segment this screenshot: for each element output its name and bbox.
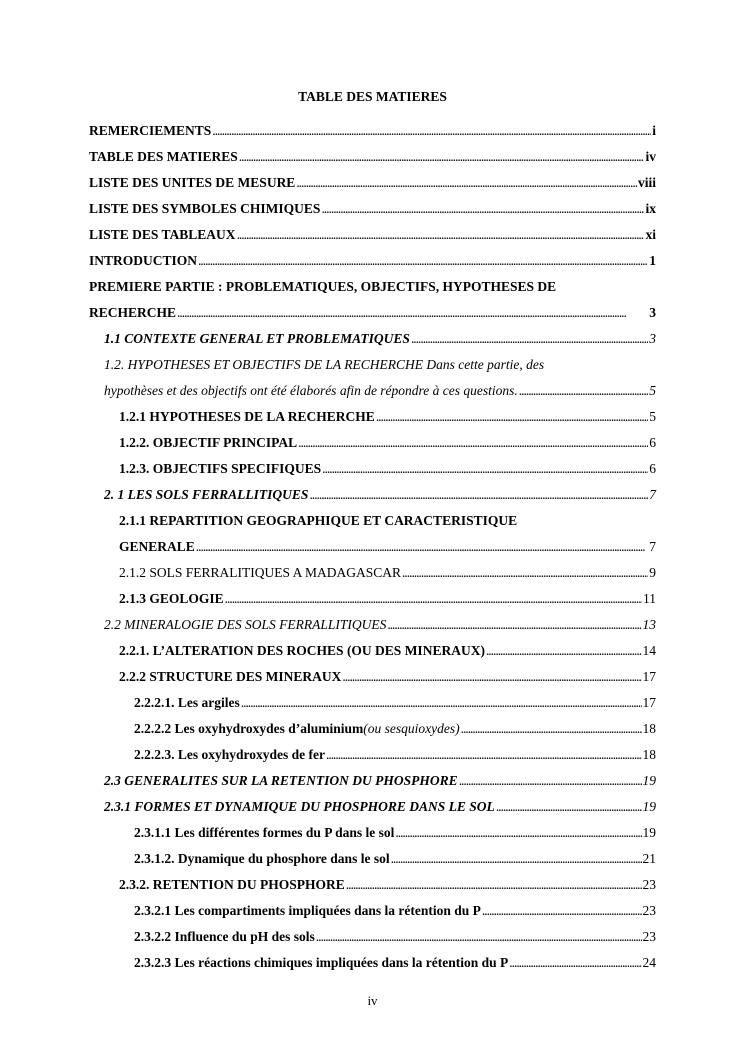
toc-entry-page: 18 (642, 747, 656, 762)
dot-leader (322, 460, 648, 478)
dot-leader (411, 330, 648, 348)
toc-entry-title: LISTE DES TABLEAUX (89, 227, 236, 242)
toc-entry-title: 2.2.2 STRUCTURE DES MINERAUX (119, 669, 342, 684)
dot-leader (309, 486, 648, 504)
toc-entry-title: 2.3.2.2 Influence du pH des sols (134, 929, 315, 944)
toc-entry-title-italic: (ou sesquioxydes) (363, 721, 460, 736)
toc-entry-title: 2.1.2 SOLS FERRALITIQUES A MADAGASCAR (119, 565, 402, 580)
toc-entry[interactable] (89, 920, 656, 946)
dot-leader (298, 434, 648, 452)
toc-entry-page: 17 (642, 669, 656, 684)
toc-entry[interactable] (89, 192, 656, 218)
toc-entry-title: 1.2.3. OBJECTIFS SPECIFIQUES (119, 461, 322, 476)
toc-entry-page: 6 (649, 461, 656, 476)
toc-entry-title: 2. 1 LES SOLS FERRALLITIQUES (104, 487, 309, 502)
page-number: iv (367, 993, 378, 1008)
toc-entry-line1[interactable] (89, 348, 656, 374)
toc-entry-page: ix (645, 201, 656, 216)
toc-entry-title: LISTE DES UNITES DE MESURE (89, 175, 296, 190)
dot-leader (402, 564, 648, 582)
toc-entry-page: 23 (642, 903, 656, 918)
dot-leader (496, 798, 642, 816)
toc-entry[interactable] (89, 374, 656, 400)
toc-entry[interactable] (89, 114, 656, 140)
toc-entry-title: 1.2.2. OBJECTIF PRINCIPAL (119, 435, 298, 450)
toc-entry-page: 24 (642, 955, 656, 970)
toc-entry-title: 2.3.2.3 Les réactions chimiques impliquées dans la rétention du P (134, 955, 509, 970)
toc-entry[interactable] (89, 426, 656, 452)
dot-leader (198, 252, 648, 270)
toc-entry-title: 2.1.1 REPARTITION GEOGRAPHIQUE ET CARACTERISTIQUE (119, 513, 518, 528)
toc-entry-title: 1.2.1 HYPOTHESES DE LA RECHERCHE (119, 409, 375, 424)
dot-leader (225, 590, 642, 608)
toc-entry-page: 13 (642, 617, 656, 632)
toc-entry-page: 17 (642, 695, 656, 710)
toc-entry-page: 14 (642, 643, 656, 658)
toc-entry[interactable] (89, 296, 656, 322)
toc-entry-title: 2.3.1.1 Les différentes formes du P dans le sol (134, 825, 395, 840)
dot-leader (237, 226, 645, 244)
toc-entry-title: 2.1.3 GEOLOGIE (119, 591, 224, 606)
toc-entry-title: 2.3.1.2. Dynamique du phosphore dans le sol (134, 851, 390, 866)
toc-entry-page: 5 (649, 409, 656, 424)
table-of-contents (89, 114, 656, 972)
toc-entry-line1[interactable] (89, 270, 656, 296)
toc-entry-title: 2.2.1. L’ALTERATION DES ROCHES (OU DES MINERAUX) (119, 643, 485, 658)
toc-entry-title: 2.2.2.3. Les oxyhydroxydes de fer (134, 747, 325, 762)
toc-entry[interactable] (89, 790, 656, 816)
toc-entry[interactable] (89, 608, 656, 634)
toc-entry-page: 3 (649, 331, 656, 346)
toc-entry-title: PREMIERE PARTIE : PROBLEMATIQUES, OBJECTIFS, HYPOTHESES DE (89, 279, 557, 294)
toc-entry-title: 2.3.2. RETENTION DU PHOSPHORE (119, 877, 345, 892)
dot-leader (395, 824, 641, 842)
toc-entry[interactable] (89, 712, 656, 738)
dot-leader (239, 148, 645, 166)
toc-entry-page: xi (645, 227, 656, 242)
toc-entry[interactable] (89, 166, 656, 192)
toc-entry[interactable] (89, 556, 656, 582)
toc-entry[interactable] (89, 478, 656, 504)
toc-entry-page: iv (645, 149, 656, 164)
toc-entry-page: 23 (642, 877, 656, 892)
toc-entry[interactable] (89, 400, 656, 426)
toc-entry-title: 2.2 MINERALOGIE DES SOLS FERRALLITIQUES (104, 617, 387, 632)
dot-leader (212, 122, 651, 140)
dot-leader (196, 538, 648, 556)
dot-leader (346, 876, 642, 894)
toc-entry[interactable] (89, 816, 656, 842)
toc-entry[interactable] (89, 452, 656, 478)
dot-leader (296, 174, 637, 192)
toc-entry-page: 19 (642, 799, 656, 814)
dot-leader (387, 616, 641, 634)
toc-entry-page: 19 (642, 825, 656, 840)
dot-leader (509, 954, 641, 972)
toc-entry[interactable] (89, 868, 656, 894)
dot-leader (376, 408, 648, 426)
toc-entry-page: 9 (649, 565, 656, 580)
dot-leader (326, 746, 642, 764)
toc-entry-page: 21 (642, 851, 656, 866)
toc-entry-title: 2.3 GENERALITES SUR LA RETENTION DU PHOSPHORE (104, 773, 458, 788)
toc-entry-title: REMERCIEMENTS (89, 123, 212, 138)
toc-entry-page: 3 (649, 305, 656, 320)
toc-entry-title: 2.2.2.1. Les argiles (134, 695, 240, 710)
toc-entry[interactable] (89, 634, 656, 660)
toc-entry-page: 7 (649, 487, 656, 502)
toc-entry-title: hypothèses et des objectifs ont été élaborés afin de répondre à ces questions. (104, 383, 518, 398)
toc-entry-page: 23 (642, 929, 656, 944)
toc-entry[interactable] (89, 764, 656, 790)
toc-entry-page: viii (637, 175, 656, 190)
toc-entry[interactable] (89, 218, 656, 244)
toc-entry-title: LISTE DES SYMBOLES CHIMIQUES (89, 201, 321, 216)
dot-leader (461, 720, 642, 738)
toc-entry[interactable] (89, 738, 656, 764)
toc-entry-title: INTRODUCTION (89, 253, 198, 268)
toc-entry-title: 1.2. HYPOTHESES ET OBJECTIFS DE LA RECHERCHE Dans cette partie, des (104, 357, 545, 372)
toc-entry[interactable] (89, 140, 656, 166)
toc-entry-title: 2.3.2.1 Les compartiments impliquées dans la rétention du P (134, 903, 481, 918)
toc-entry-title: 2.3.1 FORMES ET DYNAMIQUE DU PHOSPHORE DANS LE SOL (104, 799, 495, 814)
toc-entry[interactable] (89, 582, 656, 608)
toc-entry-page: 1 (649, 253, 656, 268)
dot-leader (519, 382, 648, 400)
toc-entry-page: 11 (643, 591, 656, 606)
toc-entry[interactable] (89, 946, 656, 972)
dot-leader (482, 902, 642, 920)
toc-entry[interactable] (89, 842, 656, 868)
page-title: TABLE DES MATIERES (298, 89, 447, 104)
toc-entry[interactable] (89, 322, 656, 348)
toc-entry-page: 7 (649, 539, 656, 554)
toc-entry-title: 1.1 CONTEXTE GENERAL ET PROBLEMATIQUES (104, 331, 410, 346)
toc-entry[interactable] (89, 660, 656, 686)
toc-entry-page: 5 (649, 383, 656, 398)
toc-entry-page: 19 (642, 773, 656, 788)
toc-entry[interactable] (89, 244, 656, 270)
toc-entry-title: TABLE DES MATIERES (89, 149, 238, 164)
toc-entry-line1[interactable] (89, 504, 656, 530)
dot-leader (459, 772, 642, 790)
toc-entry-page: 6 (649, 435, 656, 450)
toc-entry-title: RECHERCHE (89, 305, 177, 320)
dot-leader (486, 642, 642, 660)
dot-leader (342, 668, 641, 686)
toc-entry[interactable] (89, 686, 656, 712)
toc-entry-title: GENERALE (119, 539, 195, 554)
dot-leader (321, 200, 644, 218)
dot-leader (391, 850, 642, 868)
toc-entry[interactable] (89, 894, 656, 920)
dot-leader (316, 928, 642, 946)
toc-entry-page: i (652, 123, 656, 138)
dot-leader (177, 304, 648, 322)
toc-entry-title: 2.2.2.2 Les oxyhydroxydes d’aluminium (134, 721, 364, 736)
toc-entry[interactable] (89, 530, 656, 556)
dot-leader (241, 694, 642, 712)
toc-entry-page: 18 (642, 721, 656, 736)
